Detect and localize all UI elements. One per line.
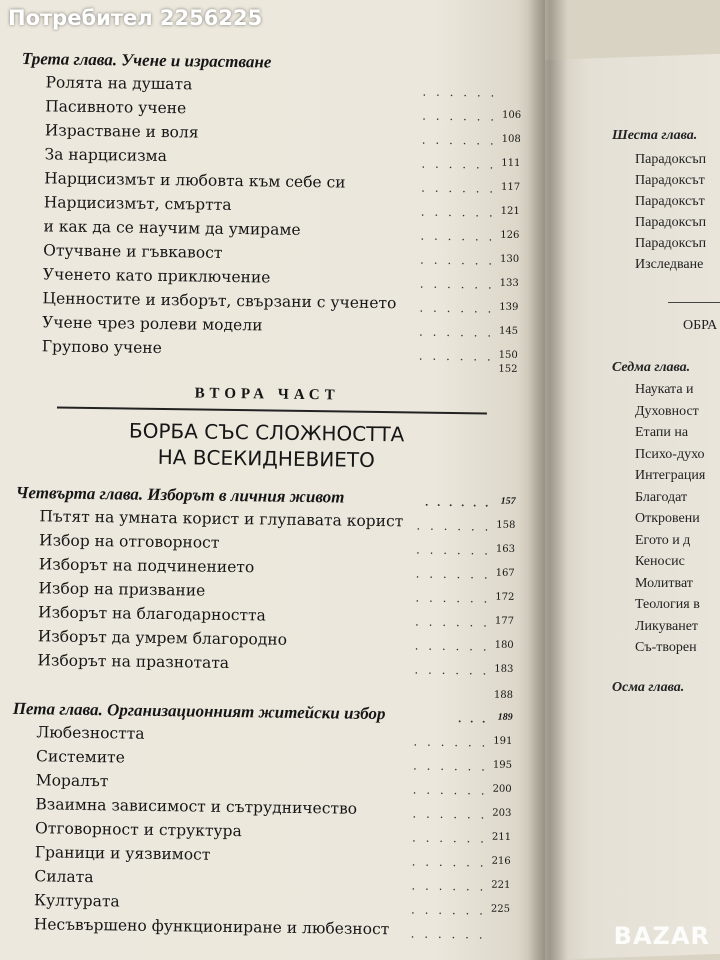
toc-entry-title: Несъвършено функциониране и любезност — [33, 915, 390, 939]
toc-entry-leader: . . . . . . — [412, 806, 488, 822]
toc-entry-leader: . . . . . . — [414, 638, 490, 654]
toc-entry-leader: . . . . . . — [419, 276, 495, 292]
toc-entry-leader: . . . . . . — [410, 902, 487, 918]
right-ch6-entry: Парадоксъп — [635, 152, 707, 167]
toc-entry-page: 150 — [498, 349, 518, 361]
toc-entry-title: Пасивното учене — [45, 97, 187, 118]
toc-entry-title: Избор на отговорност — [39, 531, 220, 552]
chapter5-heading-leader: . . . — [458, 711, 489, 726]
toc-entry-title: Избор на призвание — [38, 579, 206, 600]
toc-entry-title: Любезността — [36, 723, 145, 743]
toc-entry-title: Нарцисизмът, смъртта — [43, 193, 232, 214]
toc-entry-title: Учене чрез ролеви модели — [42, 313, 263, 335]
toc-entry-title: Културата — [33, 891, 120, 911]
toc-entry-leader: . . . . . . — [410, 926, 486, 942]
toc-entry-page: 183 — [494, 663, 514, 675]
right-ch7-entry: Ликуванет — [635, 618, 699, 634]
right-ch7-entry: Теология в — [635, 597, 700, 612]
toc-entry-title: Отучване и гъвкавост — [43, 241, 223, 262]
toc-entry-leader: . . . . . . — [412, 758, 489, 774]
user-watermark: Потребител 2256225 — [8, 6, 263, 30]
part2-title — [16, 416, 517, 475]
toc-entry-leader: . . . . . . — [420, 228, 496, 244]
toc-entry-title: Силата — [34, 867, 94, 887]
toc-entry-title: Ученето като приключение — [42, 265, 271, 287]
right-ch7-entry: Съ-творен — [635, 640, 697, 655]
book-gutter-shadow — [528, 0, 568, 960]
toc-entry-title: Изборът на празнотата — [37, 651, 230, 672]
toc-entry-leader: . . . . . . — [421, 156, 497, 172]
toc-entry-leader: . . . . . . — [411, 878, 487, 894]
right-ch6-entry: Парадоксът — [635, 173, 705, 188]
toc-entry-title: Изборът на благодарността — [37, 603, 266, 625]
right-page-divider — [668, 302, 720, 303]
toc-entry-title: Пътят на умната корист и глупавата корист — [39, 507, 404, 531]
chapter4-heading-page: 157 — [500, 495, 516, 507]
right-ch7-entry: Благодат — [635, 489, 688, 505]
toc-entry-page: 225 — [490, 903, 511, 915]
toc-entry-page: 172 — [495, 591, 515, 603]
right-book-page — [545, 54, 720, 960]
toc-entry-title: Групово учене — [41, 337, 162, 357]
chapter3-section — [17, 48, 521, 379]
toc-entry-page: 163 — [495, 543, 516, 555]
toc-entry-leader: . . . . . . — [422, 108, 498, 124]
toc-entry-title: Ценностите и изборът, свързани с ученето — [42, 289, 397, 313]
table-of-contents — [10, 48, 522, 949]
right-ch7-entry: Интеграция — [635, 468, 706, 483]
toc-entry-leader: . . . . . . — [419, 300, 495, 316]
part2-divider — [57, 407, 487, 415]
toc-entry-title: Граници и уязвимост — [34, 843, 211, 864]
toc-entry-title: Системите — [35, 747, 125, 767]
bazar-logo: BAZAR — [613, 922, 710, 950]
toc-entry-leader: . . . . . . — [421, 132, 497, 148]
toc-entry-page: 216 — [491, 855, 511, 867]
right-ch7-entry: Психо-духо — [635, 446, 705, 462]
right-ch7-entry: Науката и — [635, 382, 694, 397]
toc-entry-title: Отговорност и структура — [34, 819, 242, 841]
part2-title-line1: БОРБА СЪС СЛОЖНОСТТА — [128, 418, 405, 447]
toc-entry-page: 126 — [500, 229, 520, 241]
toc-entry-title: Изборът да умрем благородно — [37, 627, 288, 649]
right-ch7-entry: Молитват — [635, 575, 693, 591]
toc-entry-leader: . . . . . . — [415, 542, 492, 558]
right-ch6-entry: Изследване — [635, 257, 704, 272]
toc-entry-leader: . . . . . . — [415, 566, 491, 582]
chapter4-heading-leader: . . . . . . — [425, 494, 492, 510]
chapter3-trailing-page: 152 — [498, 363, 518, 375]
toc-entry-page: 180 — [494, 639, 514, 651]
right-ch6-heading: Шеста глава. — [612, 128, 698, 143]
chapter4-heading-text: Четвърта глава. Изборът в личния живот — [15, 482, 345, 507]
toc-entry-page: 158 — [496, 519, 516, 531]
chapter4-section — [13, 482, 516, 679]
toc-entry-leader: . . . . . . — [411, 854, 487, 870]
toc-entry-leader: . . . . . . — [420, 204, 496, 220]
toc-entry-page: 108 — [501, 133, 521, 145]
toc-entry-leader: . . . . . . — [414, 662, 490, 678]
right-section-label: ОБРА — [683, 318, 718, 333]
toc-entry-title: Израстване и воля — [44, 121, 199, 142]
part2-title-line2: НА ВСЕКИДНЕВИЕТО — [157, 444, 376, 472]
toc-entry-leader: . . . . . . — [415, 590, 491, 606]
toc-entry-page: 211 — [491, 831, 512, 843]
chapter5-section — [10, 686, 513, 943]
chapter5-pre-page: 188 — [493, 689, 514, 701]
right-ch7-entry: Кеносис — [635, 554, 685, 569]
toc-entry-title: Взаимна зависимост и сътрудничество — [35, 795, 358, 818]
right-ch7-entry: Егото и д — [635, 532, 691, 548]
right-ch7-entry: Духовност — [635, 403, 699, 419]
toc-entry-page: 111 — [501, 157, 521, 169]
toc-entry-leader: . . . . . . — [419, 324, 495, 340]
toc-entry-title: Моралът — [35, 771, 109, 791]
toc-entry-leader: . . . . . . — [412, 782, 488, 798]
toc-entry-leader: . . . . . . — [418, 348, 494, 364]
toc-entry-page: 195 — [492, 759, 513, 771]
toc-entry-page: 167 — [495, 567, 515, 579]
toc-entry-leader: . . . . . . — [421, 180, 497, 196]
toc-entry-page: 139 — [499, 301, 519, 313]
toc-entry-leader: . . . . . . — [416, 518, 492, 534]
toc-entry-page: 106 — [501, 109, 522, 121]
toc-entry-page: 145 — [498, 325, 519, 337]
toc-entry-leader: . . . . . . — [422, 84, 498, 100]
toc-entry-leader: . . . . . . — [413, 734, 489, 750]
right-ch6-entry: Парадоксъп — [635, 215, 707, 230]
right-ch6-entry: Парадоксът — [635, 194, 705, 209]
right-ch6-entry: Парадоксъп — [635, 236, 707, 251]
chapter3-heading-text: Трета глава. Учене и израстване — [21, 48, 272, 72]
toc-entry-page: 191 — [493, 735, 513, 747]
toc-entry-page: 121 — [500, 205, 520, 217]
toc-entry-title: Нарцисизмът и любовта към себе си — [44, 169, 346, 192]
toc-entry-leader: . . . . . . — [414, 614, 491, 630]
toc-entry-page: 177 — [494, 615, 515, 627]
right-ch7-entry: Откровени — [635, 511, 700, 526]
toc-entry-page: 130 — [499, 253, 520, 265]
toc-entry-title: За нарцисизма — [44, 145, 168, 166]
chapter5-heading-text: Пета глава. Организационният житейски избор — [12, 698, 386, 724]
right-ch7-heading: Седма глава. — [612, 360, 691, 375]
chapter5-heading-page: 189 — [497, 711, 513, 723]
toc-entry-page: 200 — [492, 783, 512, 795]
right-ch8-heading: Осма глава. — [612, 680, 685, 695]
toc-entry-page: 203 — [492, 807, 512, 819]
toc-entry-leader: . . . . . . — [420, 252, 496, 268]
toc-entry-page: 221 — [491, 879, 511, 891]
toc-entry-title: Изборът на подчинението — [38, 555, 255, 577]
toc-entry-leader: . . . . . . — [411, 830, 488, 846]
toc-entry-title: Ролята на душата — [45, 73, 193, 94]
toc-entry-page: 117 — [500, 181, 521, 193]
toc-entry-title: и как да се научим да умираме — [43, 217, 301, 239]
toc-entry-page: 133 — [499, 277, 519, 289]
right-ch7-entry: Етапи на — [635, 425, 689, 440]
part2-label: ВТОРА ЧАСТ — [194, 385, 340, 404]
